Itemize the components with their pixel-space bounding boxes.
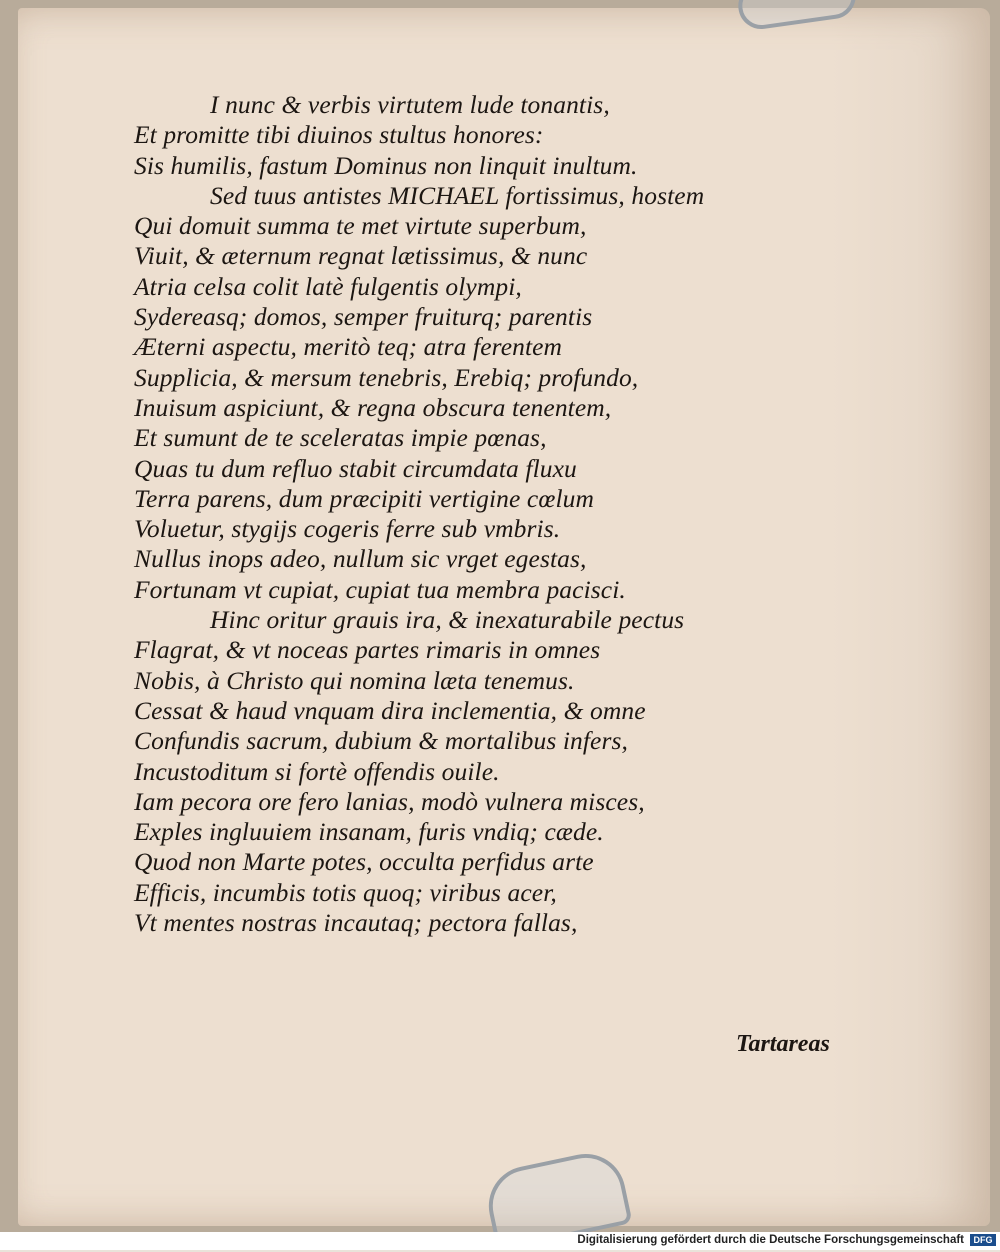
verse-line: Fortunam vt cupiat, cupiat tua membra pacisci. bbox=[134, 574, 626, 604]
page-shading bbox=[830, 8, 990, 1226]
verse-line: Efficis, incumbis totis quoq; viribus acer, bbox=[134, 877, 557, 907]
verse-line: Voluetur, stygijs cogeris ferre sub vmbris. bbox=[134, 514, 561, 544]
verse-line: Supplicia, & mersum tenebris, Erebiq; profundo, bbox=[134, 362, 639, 392]
verse-line: Atria celsa colit latè fulgentis olympi, bbox=[134, 271, 522, 301]
verse-line: Iam pecora ore fero lanias, modò vulnera misces, bbox=[134, 786, 645, 816]
verse-line: Incustoditum si fortè offendis ouile. bbox=[134, 756, 500, 786]
verse-line: Æterni aspectu, meritò teq; atra ferentem bbox=[134, 332, 563, 362]
verse-line: Et promitte tibi diuinos stultus honores: bbox=[134, 120, 544, 150]
verse-line: Qui domuit summa te met virtute superbum, bbox=[134, 211, 587, 241]
verse-line: Inuisum aspiciunt, & regna obscura tenentem, bbox=[134, 392, 612, 422]
verse-line: Viuit, & æternum regnat lætissimus, & nunc bbox=[134, 241, 588, 271]
book-page bbox=[18, 8, 990, 1226]
verse-line: Hinc oritur grauis ira, & inexaturabile pectus bbox=[210, 605, 685, 635]
verse-line: Exples ingluuiem insanam, furis vndiq; cæde. bbox=[134, 817, 604, 847]
verse-line: Nobis, à Christo qui nomina læta tenemus. bbox=[134, 665, 575, 695]
verse-line: Quas tu dum refluo stabit circumdata fluxu bbox=[134, 453, 577, 483]
digitization-credit: Digitalisierung gefördert durch die Deutsche Forschungsgemeinschaft bbox=[577, 1234, 964, 1246]
verse-line: Sydereasq; domos, semper fruiturq; parentis bbox=[134, 302, 593, 332]
verse-line: Vt mentes nostras incautaq; pectora fallas, bbox=[134, 908, 578, 938]
verse-line: Confundis sacrum, dubium & mortalibus infers, bbox=[134, 726, 628, 756]
verse-line: Flagrat, & vt noceas partes rimaris in omnes bbox=[134, 635, 601, 665]
verse-line: Nullus inops adeo, nullum sic vrget egestas, bbox=[134, 544, 587, 574]
catchword: Tartareas bbox=[736, 1031, 830, 1057]
verse-line: Sis humilis, fastum Dominus non linquit inultum. bbox=[134, 150, 638, 180]
verse-line: Sed tuus antistes MICHAEL fortissimus, hostem bbox=[210, 180, 705, 210]
verse-line: Cessat & haud vnquam dira inclementia, & omne bbox=[134, 695, 646, 725]
verse-line: Et sumunt de te sceleratas impie pœnas, bbox=[134, 423, 547, 453]
poem-text bbox=[134, 90, 854, 938]
verse-line: I nunc & verbis virtutem lude tonantis, bbox=[210, 90, 610, 119]
verse-line: Quod non Marte potes, occulta perfidus arte bbox=[134, 847, 594, 877]
verse-line: Terra parens, dum præcipiti vertigine cœlum bbox=[134, 483, 594, 513]
dfg-logo: DFG bbox=[970, 1234, 996, 1246]
